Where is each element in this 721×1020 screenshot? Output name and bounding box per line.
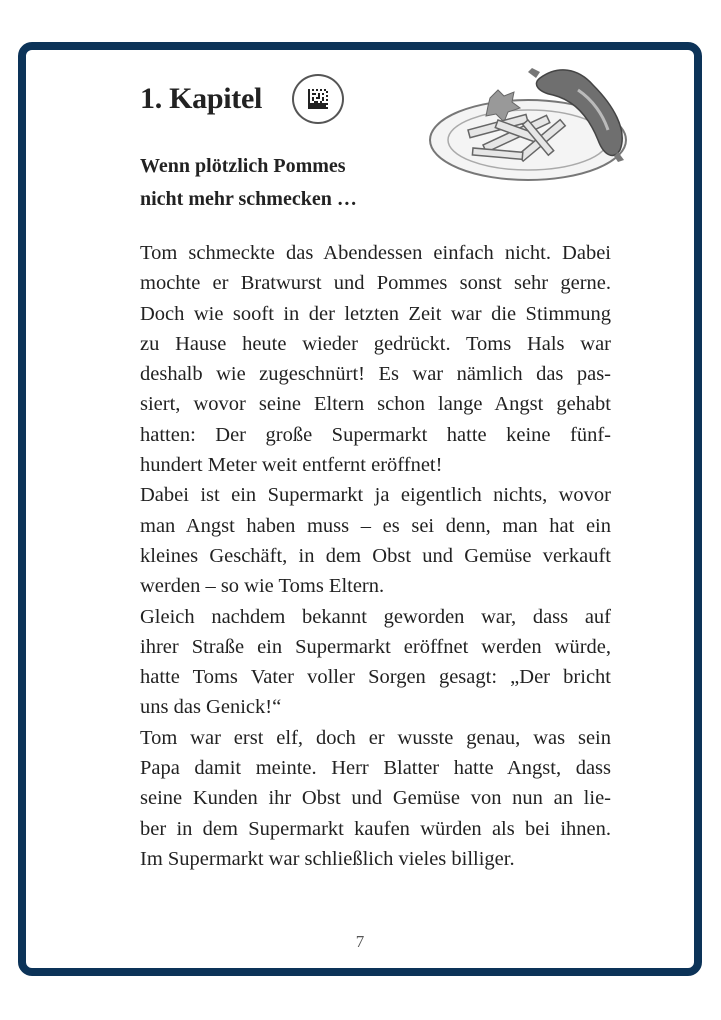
datamatrix-glyph-icon	[308, 89, 328, 109]
text-line: siert, wovor seine Eltern schon lange Angst gehabt	[140, 393, 611, 416]
page-number: 7	[355, 932, 365, 951]
text-line: hatte Toms Vater voller Sorgen gesagt: „Der bricht	[140, 666, 611, 689]
chapter-body-text	[140, 238, 611, 874]
paragraph	[140, 238, 611, 480]
text-line: Papa damit meinte. Herr Blatter hatte Angst, dass	[140, 757, 611, 780]
paragraph	[140, 480, 611, 601]
text-line: kleines Geschäft, in dem Obst und Gemüse verkauft	[140, 544, 611, 567]
text-line: ber in dem Supermarkt kaufen würden als bei ihnen.	[140, 817, 611, 840]
text-line: hundert Meter weit entfernt eröffnet!	[140, 454, 443, 477]
chapter-title: 1. Kapitel	[140, 82, 262, 115]
chapter-subtitle	[140, 150, 357, 216]
text-line: Dabei ist ein Supermarkt ja eigentlich nichts, wovor	[140, 484, 611, 507]
paragraph	[140, 602, 611, 723]
text-line: man Angst haben muss – es sei denn, man hat ein	[140, 514, 611, 537]
paragraph	[140, 723, 611, 874]
text-line: hatten: Der große Supermarkt hatte keine fünf-	[140, 423, 611, 446]
text-line: Im Supermarkt war schließlich vieles billiger.	[140, 847, 515, 870]
plate-bratwurst-fries-illustration	[428, 60, 638, 185]
text-line: Doch wie sooft in der letzten Zeit war die Stimmung	[140, 302, 611, 325]
subtitle-line: Wenn plötzlich Pommes	[140, 155, 346, 177]
text-line: Gleich nachdem bekannt geworden war, dass auf	[140, 605, 611, 628]
text-line: ihrer Straße ein Supermarkt eröffnet werden würde,	[140, 635, 611, 658]
text-line: mochte er Bratwurst und Pommes sonst sehr gerne.	[140, 272, 611, 295]
text-line: uns das Genick!“	[140, 696, 282, 719]
datamatrix-code-icon	[292, 74, 344, 124]
text-line: werden – so wie Toms Eltern.	[140, 575, 385, 598]
text-line: Tom schmeckte das Abendessen einfach nicht. Dabei	[140, 242, 611, 264]
page-frame	[18, 42, 702, 976]
text-line: deshalb wie zugeschnürt! Es war nämlich das pas-	[140, 363, 611, 386]
subtitle-line: nicht mehr schmecken …	[140, 188, 357, 210]
text-line: Tom war erst elf, doch er wusste genau, was sein	[140, 726, 611, 749]
text-line: zu Hause heute wieder gedrückt. Toms Hals war	[140, 332, 611, 355]
text-line: seine Kunden ihr Obst und Gemüse von nun an lie-	[140, 787, 611, 810]
